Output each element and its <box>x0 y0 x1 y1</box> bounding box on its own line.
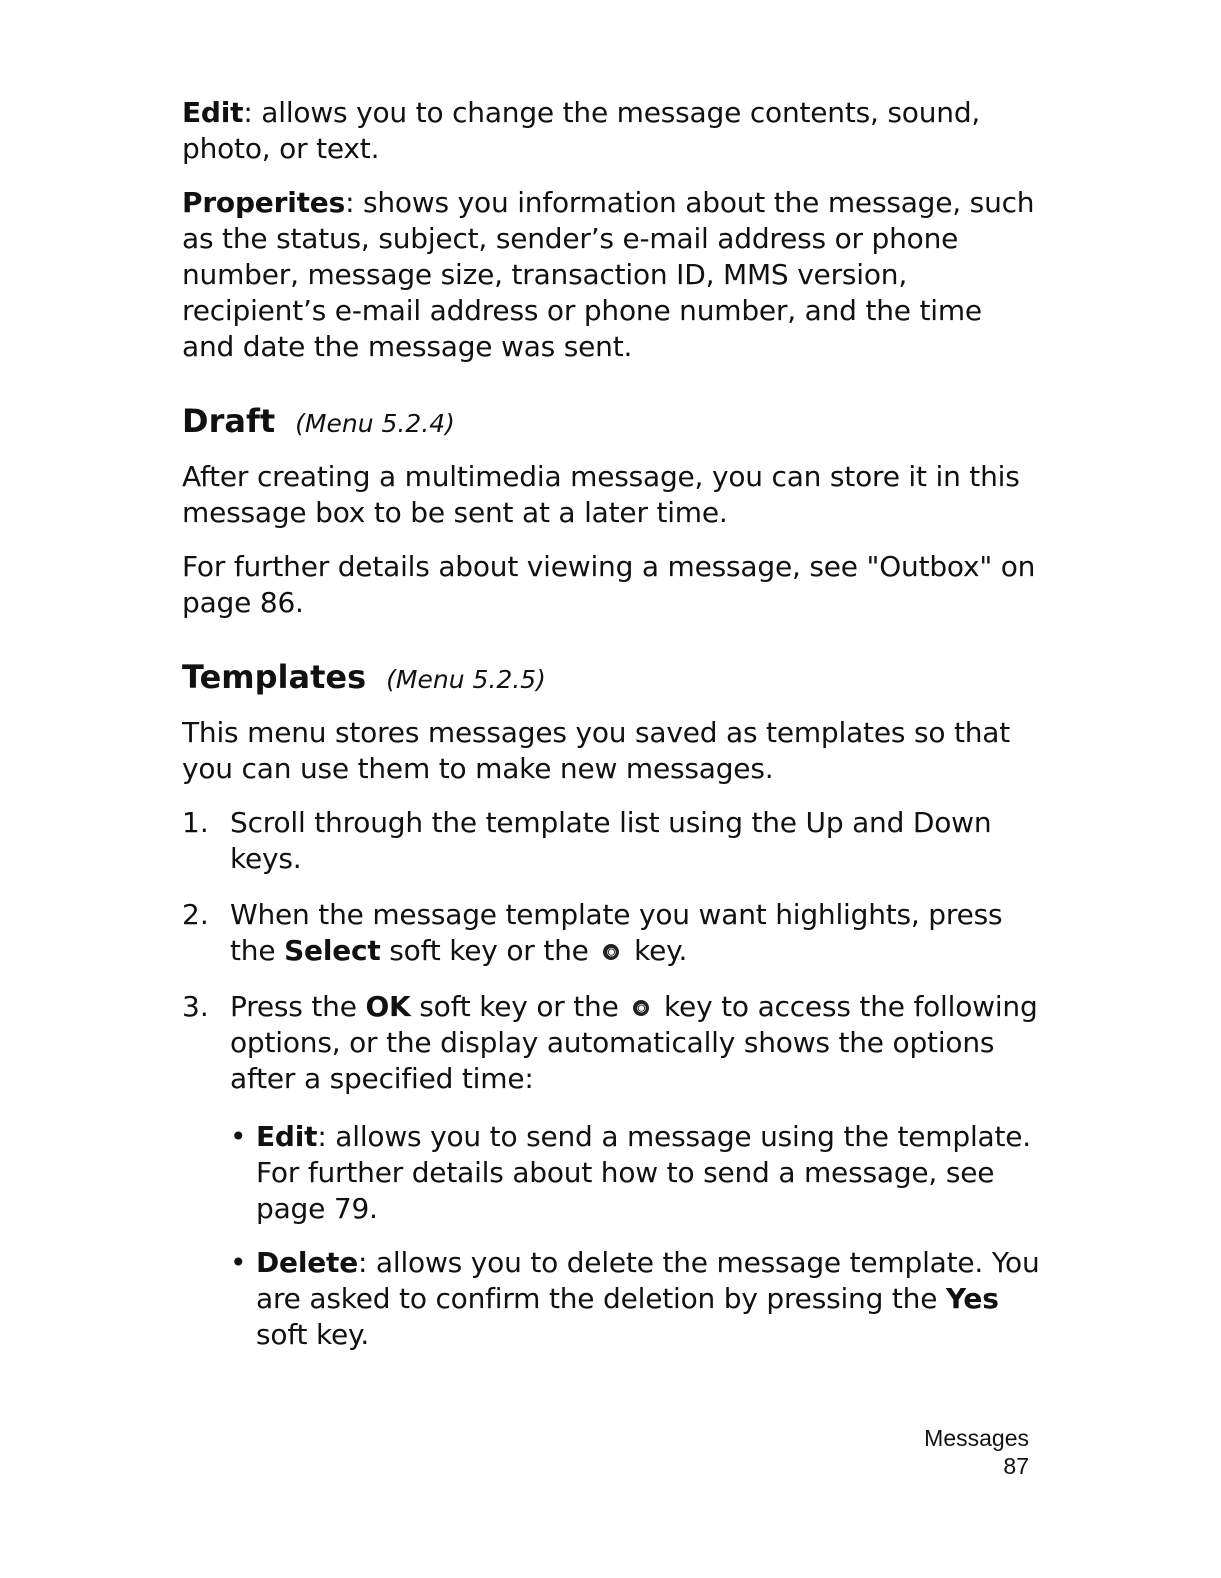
step-number: 1. <box>182 806 209 839</box>
step-text: Scroll through the template list using the Up and Down keys. <box>230 806 992 875</box>
templates-title: Templates <box>182 658 367 696</box>
draft-para-1: After creating a multimedia message, you can store it in this message box to be sent at a later time. <box>182 460 1020 529</box>
properties-term: Properites <box>182 186 346 219</box>
option-term: Delete <box>256 1246 358 1279</box>
options-list <box>182 1119 1042 1353</box>
option-text <box>256 1245 1042 1353</box>
step-text <box>230 989 1042 1097</box>
nav-key-icon: ◉ <box>603 944 619 960</box>
step-text <box>230 897 1042 969</box>
steps-list <box>182 805 1042 1097</box>
draft-title: Draft <box>182 402 276 440</box>
step-text-part: When the message template you want highlights, press the <box>230 898 1003 967</box>
templates-menu-ref: (Menu 5.2.5) <box>386 665 546 694</box>
bullet-icon: • <box>230 1120 247 1153</box>
list-item <box>182 805 1042 877</box>
templates-intro: This menu stores messages you saved as templates so that you can use them to make new messages. <box>182 716 1011 785</box>
option-text <box>256 1119 1042 1227</box>
page-number: 87 <box>1003 1453 1029 1479</box>
step-text-part: soft key or the <box>380 934 598 967</box>
option-term: Edit <box>256 1120 318 1153</box>
properties-desc: : shows you information about the message, such as the status, subject, sender’s e-mail address or phone number, message size, transaction ID, MMS version, recipient’s e-mail address or phone number, and the time and date the message was sent. <box>182 186 1035 363</box>
option-desc: soft key. <box>256 1318 370 1351</box>
draft-para-2: For further details about viewing a message, see "Outbox" on page 86. <box>182 550 1036 619</box>
step-number: 3. <box>182 990 209 1023</box>
step-text-part: soft key or the <box>410 990 628 1023</box>
draft-heading <box>182 401 1042 441</box>
step-text-part: key to access the following options, or the display automatically shows the options after a specified time: <box>230 990 1038 1095</box>
edit-term: Edit <box>182 96 244 129</box>
yes-key-label: Yes <box>945 1282 999 1315</box>
ok-key-label: OK <box>365 990 411 1023</box>
edit-desc: : allows you to change the message contents, sound, photo, or text. <box>182 96 981 165</box>
option-desc: : allows you to send a message using the template. For further details about how to send a message, see page 79. <box>256 1120 1031 1225</box>
list-item <box>182 989 1042 1097</box>
nav-key-icon: ◉ <box>633 1000 649 1016</box>
draft-menu-ref: (Menu 5.2.4) <box>295 409 455 438</box>
page-content <box>182 95 1042 1371</box>
list-item <box>230 1119 1042 1227</box>
step-text-part: Press the <box>230 990 366 1023</box>
footer-section: Messages <box>924 1425 1029 1451</box>
properties-description <box>182 185 1042 365</box>
step-number: 2. <box>182 898 209 931</box>
templates-heading <box>182 657 1042 697</box>
edit-description <box>182 95 1042 167</box>
bullet-icon: • <box>230 1246 247 1279</box>
list-item <box>230 1245 1042 1353</box>
select-key-label: Select <box>284 934 381 967</box>
step-text-part: key. <box>625 934 688 967</box>
page-footer <box>924 1424 1029 1480</box>
list-item <box>182 897 1042 969</box>
option-desc: : allows you to delete the message template. You are asked to confirm the deletion by pressing the <box>256 1246 1040 1315</box>
